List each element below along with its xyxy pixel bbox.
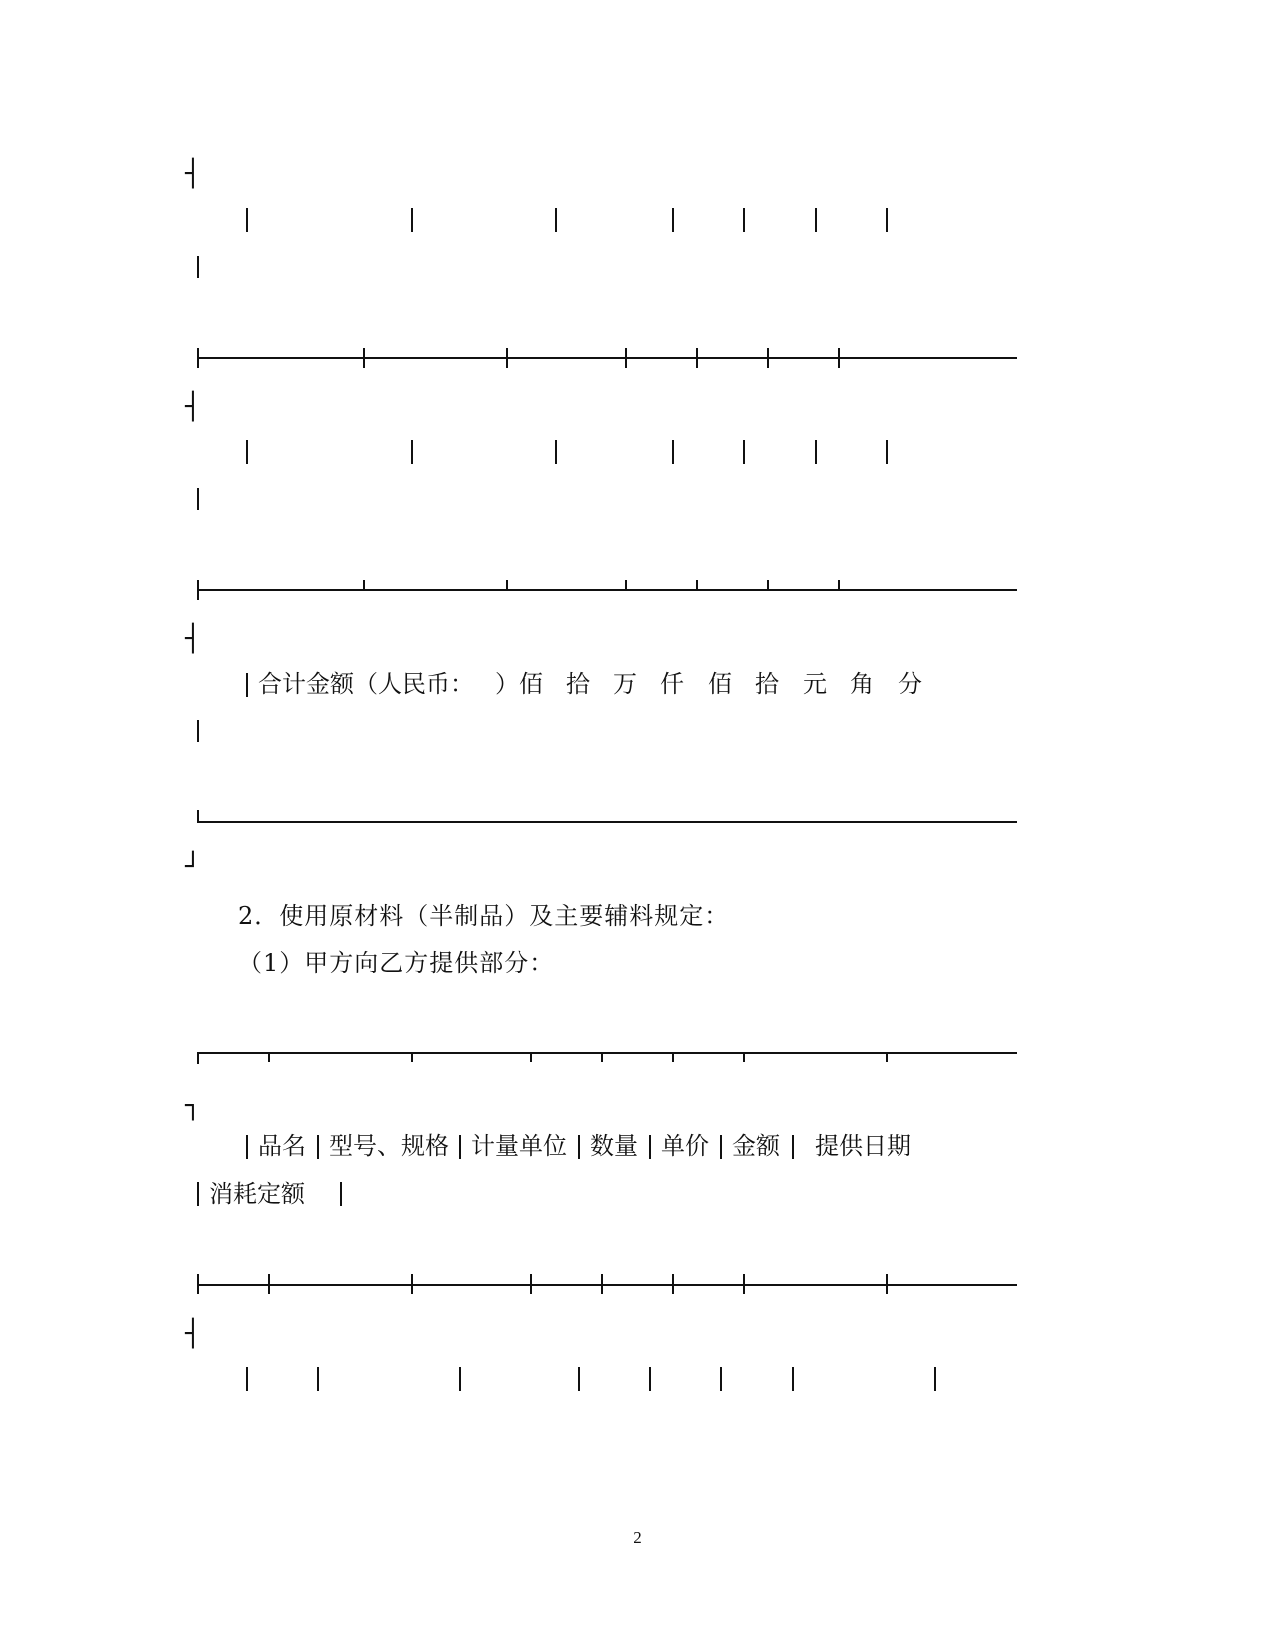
- header-cell: 计量单位: [471, 1132, 567, 1160]
- header-cell: 提供日期: [815, 1132, 911, 1160]
- cell-divider: [317, 1135, 319, 1159]
- page-number: 2: [633, 1528, 642, 1547]
- unit-label: 元: [803, 670, 827, 698]
- table-bottom-rule: [197, 821, 1017, 823]
- rule-tick: [886, 1052, 888, 1062]
- rule-tick: [886, 1274, 888, 1294]
- row-end-bar: [197, 488, 199, 510]
- rule-tick: [696, 580, 698, 590]
- rule-tick: [696, 348, 698, 368]
- rule-tick: [363, 348, 365, 368]
- rule-tick: [743, 1052, 745, 1062]
- cell-divider: [578, 1367, 580, 1391]
- rule-tick: [743, 1274, 745, 1294]
- total-amount-close-paren: ）: [495, 670, 519, 698]
- header-cell: 单价: [661, 1132, 709, 1160]
- rule-tick: [197, 580, 199, 600]
- cell-divider: [743, 208, 745, 232]
- rule-tick: [506, 580, 508, 590]
- rule-tick: [411, 1052, 413, 1062]
- rule-tick: [767, 580, 769, 590]
- row-end-bar: [197, 720, 199, 742]
- cell-divider: [340, 1182, 342, 1206]
- rule-tick: [530, 1052, 532, 1062]
- cell-divider: [792, 1367, 794, 1391]
- table-rule: [197, 357, 1017, 359]
- cell-divider: [672, 440, 674, 464]
- unit-label: 佰: [519, 670, 543, 698]
- rule-tick: [767, 348, 769, 368]
- unit-label: 仟: [660, 670, 684, 698]
- cell-divider: [934, 1367, 936, 1391]
- cell-divider: [459, 1135, 461, 1159]
- cell-divider: [197, 1182, 199, 1206]
- cell-divider: [649, 1135, 651, 1159]
- unit-label: 佰: [708, 670, 732, 698]
- cell-divider: [555, 440, 557, 464]
- total-amount-label: 合计金额（人民币：: [258, 670, 474, 698]
- header-cell: 数量: [590, 1132, 638, 1160]
- unit-label: 拾: [755, 670, 779, 698]
- header-cell: 消耗定额: [209, 1180, 305, 1208]
- rule-tick: [672, 1052, 674, 1062]
- cell-divider: [578, 1135, 580, 1159]
- cell-divider: [815, 208, 817, 232]
- row-end-bar: [197, 256, 199, 278]
- table-corner-glyph: ┤: [185, 159, 201, 189]
- rule-tick: [197, 1052, 199, 1064]
- rule-tick: [197, 348, 199, 368]
- unit-label: 分: [898, 670, 922, 698]
- cell-divider: [649, 1367, 651, 1391]
- unit-label: 万: [613, 670, 637, 698]
- cell-divider: [792, 1135, 794, 1159]
- cell-divider: [720, 1367, 722, 1391]
- table-corner-glyph: ┐: [185, 1091, 201, 1121]
- rule-tick: [838, 348, 840, 368]
- cell-divider: [459, 1367, 461, 1391]
- cell-divider: [246, 1135, 248, 1159]
- rule-tick: [625, 348, 627, 368]
- rule-tick: [601, 1052, 603, 1062]
- cell-divider: [886, 208, 888, 232]
- rule-tick: [268, 1052, 270, 1062]
- cell-divider: [555, 208, 557, 232]
- rule-tick: [363, 580, 365, 590]
- cell-divider: [720, 1135, 722, 1159]
- cell-divider: [246, 208, 248, 232]
- cell-divider: [743, 440, 745, 464]
- rule-tick: [625, 580, 627, 590]
- unit-label: 拾: [566, 670, 590, 698]
- unit-label: 角: [850, 670, 874, 698]
- rule-tick: [530, 1274, 532, 1294]
- header-cell: 品名: [258, 1132, 306, 1160]
- rule-tick: [197, 810, 199, 822]
- cell-divider: [317, 1367, 319, 1391]
- table-corner-glyph: ┤: [185, 624, 201, 654]
- section-heading: 2．使用原材料（半制品）及主要辅料规定：: [238, 902, 730, 930]
- table-rule: [197, 1284, 1017, 1286]
- header-cell: 型号、规格: [329, 1132, 449, 1160]
- cell-divider: [411, 208, 413, 232]
- table-rule: [197, 589, 1017, 591]
- cell-divider: [411, 440, 413, 464]
- rule-tick: [197, 1274, 199, 1294]
- cell-divider: [815, 440, 817, 464]
- table-corner-glyph: ┤: [185, 1319, 201, 1349]
- table-corner-glyph: ┘: [185, 852, 201, 882]
- rule-tick: [268, 1274, 270, 1294]
- cell-divider: [886, 440, 888, 464]
- rule-tick: [411, 1274, 413, 1294]
- cell-divider: [246, 440, 248, 464]
- rule-tick: [672, 1274, 674, 1294]
- rule-tick: [601, 1274, 603, 1294]
- rule-tick: [838, 580, 840, 590]
- cell-divider: [246, 673, 248, 697]
- header-cell: 金额: [732, 1132, 780, 1160]
- table-top-rule: [197, 1052, 1017, 1054]
- section-subheading: （1）甲方向乙方提供部分：: [238, 949, 555, 977]
- cell-divider: [672, 208, 674, 232]
- rule-tick: [506, 348, 508, 368]
- table-corner-glyph: ┤: [185, 392, 201, 422]
- cell-divider: [246, 1367, 248, 1391]
